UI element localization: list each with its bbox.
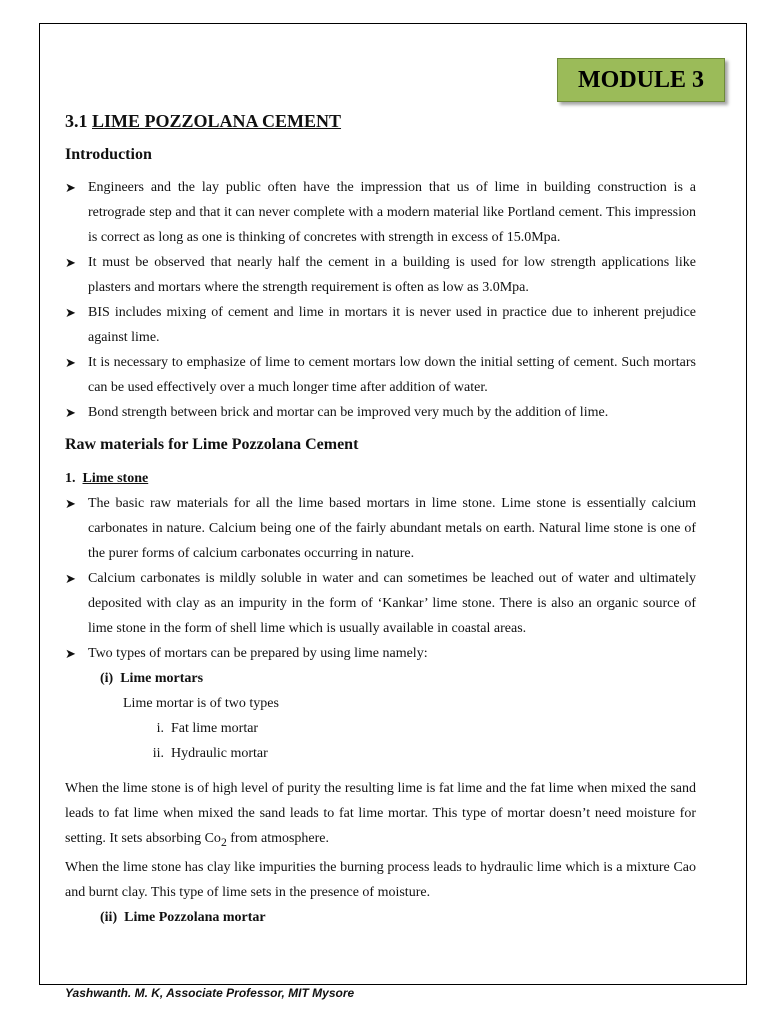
arrow-bullet-icon: ➤ (65, 255, 76, 270)
raw-bullet: ➤ The basic raw materials for all the lime based mortars in lime stone. Lime stone is essentially calcium carbonates in nature. Calcium being one of the fairly abundant metals on earth. Natural lime stone is one of the purer forms of calcium carbonates occurring in nature. (65, 491, 696, 566)
document-body (65, 108, 696, 930)
raw-bullet: ➤ Two types of mortars can be prepared by using lime namely: (65, 641, 696, 666)
paragraph-fat-lime: When the lime stone is of high level of purity the resulting lime is fat lime and the fat lime when mixed the sand leads to fat lime when mixed the sand leads to fat lime mortar. This type of mortar doesn’t need moisture for setting. It sets absorbing $Co_2$ from atmosphere. (65, 781, 696, 849)
intro-bullet: ➤ Bond strength between brick and mortar can be improved very much by the addition of lime. (65, 400, 696, 425)
intro-bullet: ➤ BIS includes mixing of cement and lime in mortars it is never used in practice due to inherent prejudice against lime. (65, 300, 696, 350)
raw-bullet-list (65, 491, 696, 666)
sub-item-lime-pozzolana-mortar: (ii) Lime Pozzolana mortar (100, 909, 266, 925)
intro-bullet: ➤ Engineers and the lay public often have the impression that us of lime in building construction is a retrograde step and that it can never complete with a modern material like Portland cement. This impression is correct as long as one is thinking of concretes with strength in excess of 15.0Mpa. (65, 175, 696, 250)
intro-bullet: ➤ It must be observed that nearly half the cement in a building is used for low strength applications like plasters and mortars where the strength requirement is often as low as 3.0Mpa. (65, 250, 696, 300)
raw-bullet: ➤ Calcium carbonates is mildly soluble in water and can sometimes be leached out of water and ultimately deposited with clay as an impurity in the form of ‘Kankar’ lime stone. There is also an organic source of lime stone in the form of shell lime which is usually available in coastal areas. (65, 566, 696, 641)
sub-item-text: Lime mortar is of two types (123, 696, 279, 711)
intro-bullet: ➤ It is necessary to emphasize of lime to cement mortars low down the initial setting of cement. Such mortars can be used effectively over a much longer time after addition of water. (65, 350, 696, 400)
module-badge: MODULE 3 (557, 58, 725, 102)
arrow-bullet-icon: ➤ (65, 305, 76, 320)
type-item: i. Fat lime mortar (156, 721, 259, 736)
section-heading (65, 108, 696, 134)
section-title: LIME POZZOLANA CEMENT (92, 111, 342, 131)
raw-materials-heading: Raw materials for Lime Pozzolana Cement (65, 436, 359, 453)
section-number: 3.1 (65, 111, 92, 131)
page-footer: Yashwanth. M. K, Associate Professor, MIT Mysore (65, 986, 355, 1000)
arrow-bullet-icon: ➤ (65, 355, 76, 370)
type-item: ii. Hydraulic mortar (152, 746, 268, 761)
arrow-bullet-icon: ➤ (65, 646, 76, 661)
arrow-bullet-icon: ➤ (65, 571, 76, 586)
intro-bullet-list (65, 175, 696, 425)
sub-item-lime-mortars: (i) Lime mortars (100, 671, 204, 686)
intro-heading: Introduction (65, 146, 152, 163)
arrow-bullet-icon: ➤ (65, 496, 76, 511)
arrow-bullet-icon: ➤ (65, 405, 76, 420)
paragraph-hydraulic-lime: When the lime stone has clay like impurities the burning process leads to hydraulic lime which is a mixture Cao and burnt clay. This type of lime sets in the presence of moisture. (65, 859, 696, 900)
numbered-item-lime-stone: 1. Lime stone (65, 471, 149, 486)
arrow-bullet-icon: ➤ (65, 180, 76, 195)
